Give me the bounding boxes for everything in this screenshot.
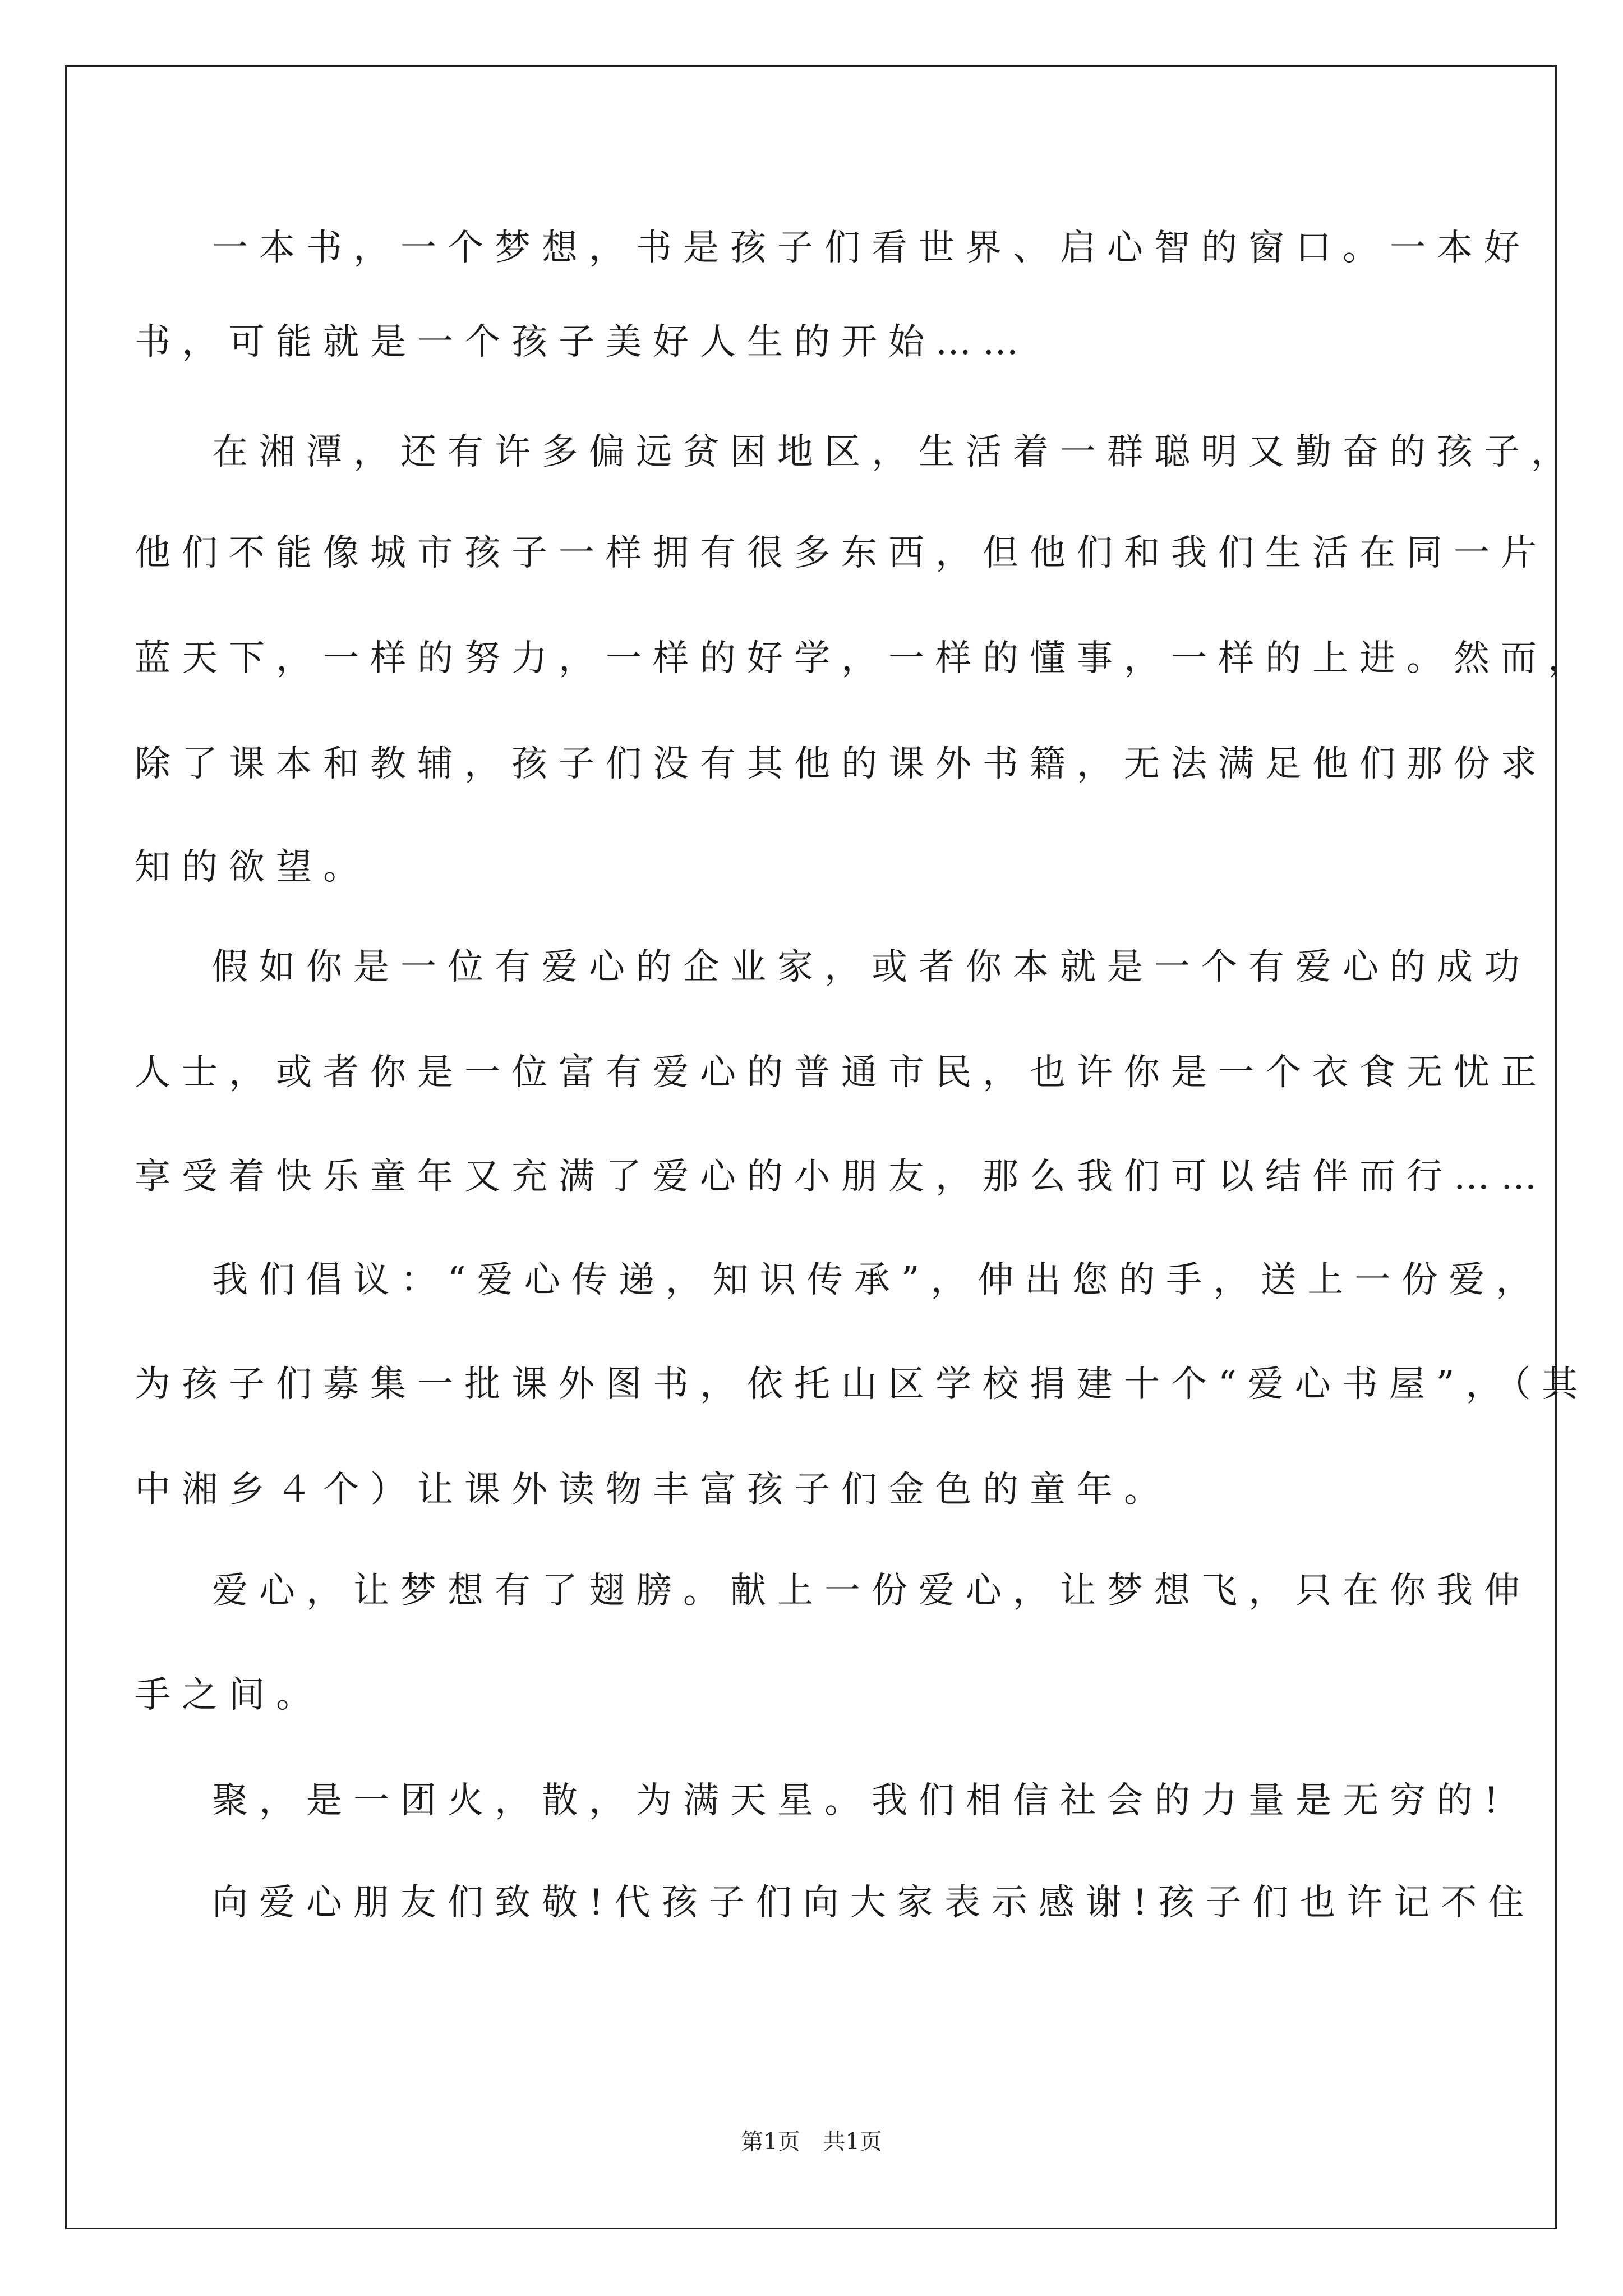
paragraph-4-line-2: 为孩子们募集一批课外图书，依托山区学校捐建十个“爱心书屋”，（其 [135, 1364, 1589, 1405]
paragraph-7-line-1: 向爱心朋友们致敬!代孩子们向大家表示感谢!孩子们也许记不住 [212, 1882, 1536, 1924]
paragraph-4-line-1: 我们倡议：“爱心传递，知识传承”，伸出您的手，送上一份爱， [212, 1259, 1543, 1301]
paragraph-5-line-1: 爱心，让梦想有了翅膀。献上一份爱心，让梦想飞，只在你我伸 [212, 1570, 1531, 1612]
page-total: 共1页 [823, 2129, 882, 2155]
page-footer [0, 2126, 1623, 2157]
paragraph-4-line-3: 中湘乡４个）让课外读物丰富孩子们金色的童年。 [135, 1469, 1171, 1511]
paragraph-3-line-2: 人士，或者你是一位富有爱心的普通市民，也许你是一个衣食无忧正 [135, 1052, 1548, 1093]
paragraph-2-line-1: 在湘潭，还有许多偏远贫困地区，生活着一群聪明又勤奋的孩子， [212, 431, 1578, 473]
paragraph-2-line-2: 他们不能像城市孩子一样拥有很多东西，但他们和我们生活在同一片 [135, 532, 1548, 574]
paragraph-2-line-3: 蓝天下，一样的努力，一样的好学，一样的懂事，一样的上进。然而， [135, 638, 1595, 679]
page-number: 第1页 [741, 2129, 800, 2155]
paragraph-1-line-1: 一本书，一个梦想，书是孩子们看世界、启心智的窗口。一本好 [212, 227, 1531, 269]
paragraph-3-line-3: 享受着快乐童年又充满了爱心的小朋友，那么我们可以结伴而行…… [135, 1156, 1548, 1198]
paragraph-1-line-2: 书，可能就是一个孩子美好人生的开始…… [135, 321, 1030, 363]
paragraph-2-line-4: 除了课本和教辅，孩子们没有其他的课外书籍，无法满足他们那份求 [135, 743, 1548, 785]
paragraph-2-line-5: 知的欲望。 [135, 846, 370, 888]
paragraph-3-line-1: 假如你是一位有爱心的企业家，或者你本就是一个有爱心的成功 [212, 946, 1531, 988]
paragraph-5-line-2: 手之间。 [135, 1674, 323, 1716]
paragraph-6-line-1: 聚，是一团火，散，为满天星。我们相信社会的力量是无穷的! [212, 1780, 1510, 1821]
